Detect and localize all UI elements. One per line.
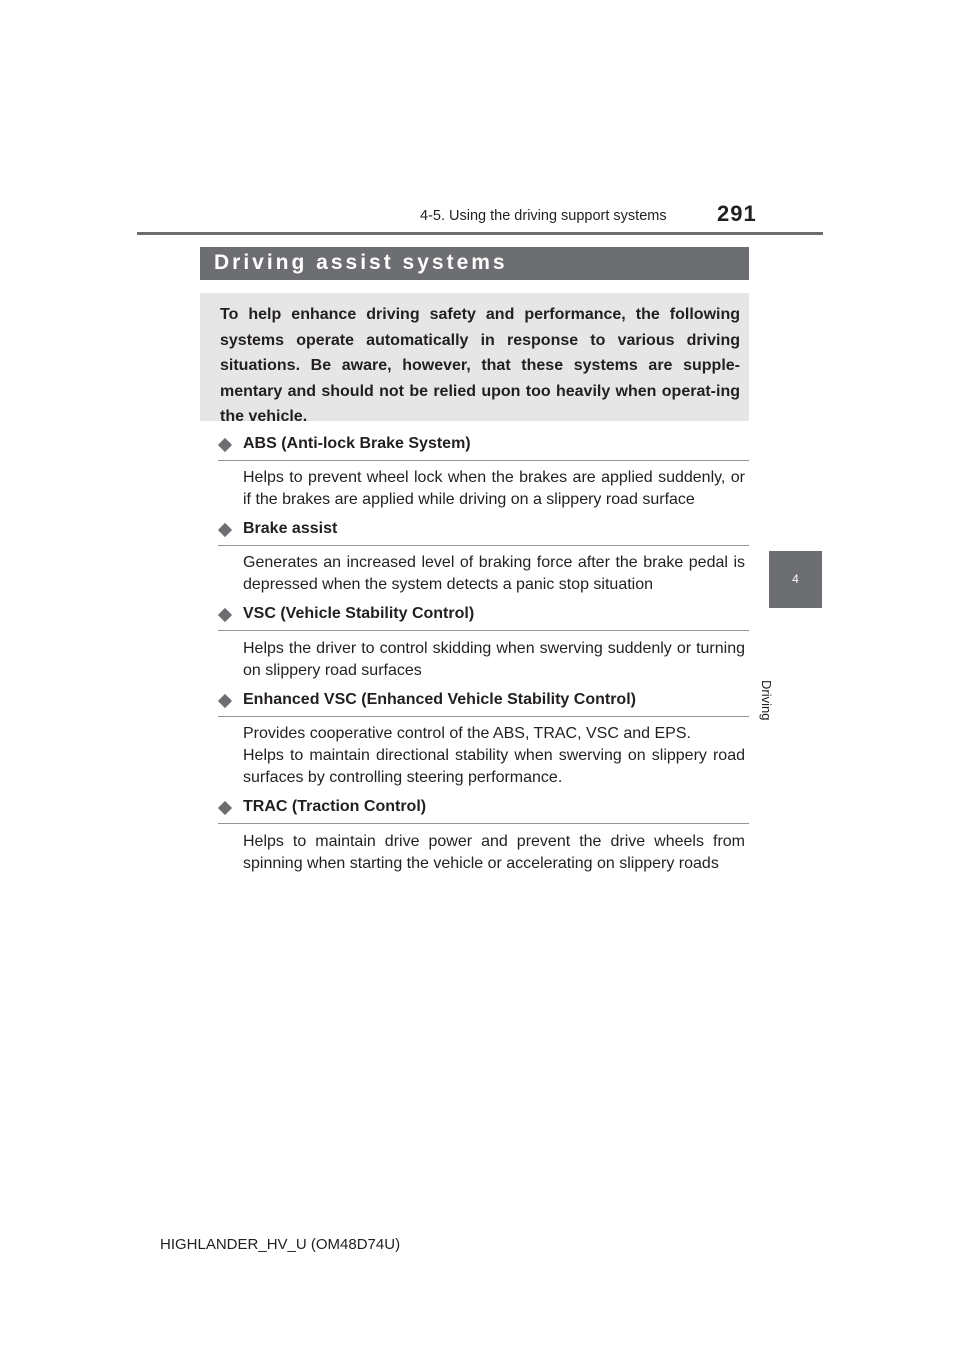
diamond-bullet-icon — [218, 438, 232, 452]
item-body-vsc: Helps the driver to control skidding when swerving suddenly or turning on slippery road surfaces — [243, 640, 745, 679]
section-title-bar — [200, 247, 749, 280]
diamond-bullet-icon — [218, 608, 232, 622]
header-divider — [137, 232, 823, 235]
item-heading-brake-assist — [218, 519, 749, 546]
item-heading-vsc — [218, 604, 749, 631]
item-heading-text: TRAC (Traction Control) — [243, 798, 427, 815]
intro-box — [200, 293, 749, 426]
chapter-number: 4 — [792, 572, 799, 586]
item-heading-text: ABS (Anti-lock Brake System) — [243, 435, 471, 452]
item-heading-trac — [218, 797, 749, 824]
item-heading-enhanced-vsc — [218, 690, 749, 717]
item-heading-text: Brake assist — [243, 520, 338, 537]
item-body-trac: Helps to maintain drive power and prevent the drive wheels from spinning when starting the vehicle or accelerating on slippery roads — [243, 833, 745, 872]
diamond-bullet-icon — [218, 523, 232, 537]
page-number: 291 — [717, 201, 757, 226]
chapter-label-text: Driving — [759, 680, 774, 721]
running-header-section: 4-5. Using the driving support systems — [420, 208, 667, 224]
diamond-bullet-icon — [218, 694, 232, 708]
chapter-tab — [769, 551, 822, 608]
footer-model-code: HIGHLANDER_HV_U (OM48D74U) — [160, 1236, 401, 1253]
intro-text: To help enhance driving safety and performance, the following systems operate automatically in response to various driving situations. Be aware, however, that these systems are supple-mentary and should not be relied upon too heavily when operat-ing the vehicle. — [220, 306, 740, 426]
chapter-label — [759, 640, 798, 721]
section-title: Driving assist systems — [214, 251, 508, 274]
item-body-abs: Helps to prevent wheel lock when the brakes are applied suddenly, or if the brakes are applied while driving on a slippery road surface — [243, 469, 745, 508]
item-body-brake-assist: Generates an increased level of braking force after the brake pedal is depressed when the system detects a panic stop situation — [243, 554, 745, 593]
item-heading-text: Enhanced VSC (Enhanced Vehicle Stability Control) — [243, 691, 636, 708]
item-heading-abs — [218, 434, 749, 461]
item-heading-text: VSC (Vehicle Stability Control) — [243, 605, 475, 622]
diamond-bullet-icon — [218, 801, 232, 815]
item-body-enhanced-vsc-line1: Provides cooperative control of the ABS, TRAC, VSC and EPS. — [243, 725, 691, 742]
item-body-enhanced-vsc-line2: Helps to maintain directional stability when swerving on slippery road surfaces by controlling steering performance. — [243, 747, 745, 786]
